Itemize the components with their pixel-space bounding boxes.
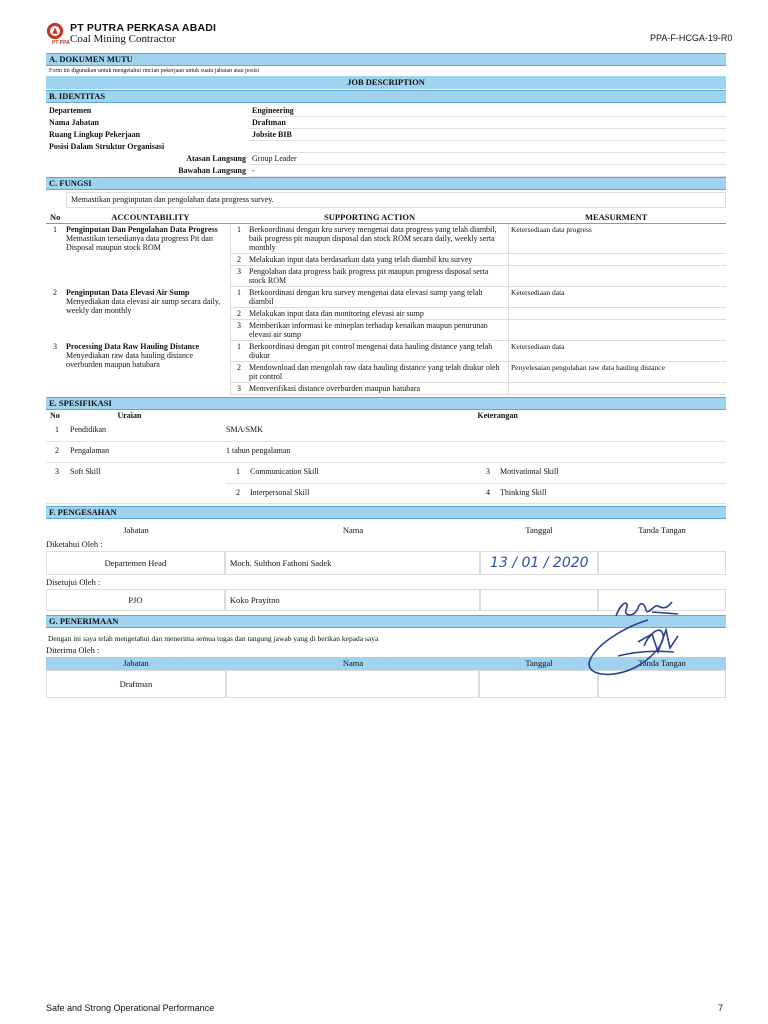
spec-value: 1 tahun pengalaman [226,446,291,455]
document-code: PPA-F-HCGA-19-R0 [650,33,733,43]
action-number: 2 [231,254,248,266]
measurement-text [509,383,727,395]
g-col-ttd: Tanda Tangan [638,658,686,668]
measurement-text [509,308,727,320]
measurement-text [509,320,727,341]
form-note: Form ini digunakan untuk mengetahui rincian pekerjaan untuk suatu jabatan atau posisi [49,68,260,74]
section-g-title: G. PENERIMAAN [46,615,726,628]
col-measurement: MEASURMENT [584,212,648,222]
measurement-text [509,254,727,266]
soft-skill-number: 4 [486,488,490,497]
soft-skill-name: Motivational Skill [500,467,559,476]
spec-value: SMA/SMK [226,425,263,434]
accountability-row [46,287,726,308]
soft-skill-number: 2 [236,488,240,497]
bawahan-label: Bawahan Langsung [178,166,246,175]
company-logo [46,22,64,40]
action-number: 2 [231,362,248,383]
action-text: Memverifikasi distance overburden maupun batubara [247,383,509,395]
page-number: 7 [718,1003,724,1013]
action-number: 1 [231,341,248,362]
action-text: Mendownload dan mengolah raw data hauling distance yang telah diukur oleh pit control [247,362,509,383]
action-text: Berkoordinasi dengan kru survey mengenai data progress yang telah diambil, baik progress pit maupun disposal dan stock ROM secara daily, weekly serta monthly [247,224,509,254]
fungsi-text: Memastikan penginputan dan pengolahan data progress survey. [66,192,726,208]
atasan-label: Atasan Langsung [186,154,246,163]
item-number: 1 [53,225,57,234]
col-accountability: ACCOUNTABILITY [111,212,190,222]
diketahui-nama: Moch. Sulthon Fathoni Sadek [225,551,481,575]
diketahui-jabatan: Departemen Head [46,551,225,575]
company-subtitle: Coal Mining Contractor [70,33,176,45]
diketahui-label: Diketahui Oleh : [46,539,103,549]
g-col-nama: Nama [342,658,364,668]
g-col-jabatan: Jabatan [123,658,149,668]
section-b-title: B. IDENTITAS [46,90,726,103]
soft-skill-number: 3 [486,467,490,476]
action-text: Berkoordinasi dengan pit control mengenai data hauling distance yang telah diukur [247,341,509,362]
spec-row [46,421,726,442]
soft-skill-grid [226,463,726,503]
disetujui-tanggal [480,589,598,611]
accountability-desc: Menyediakan data elevasi air sump secara daily, weekly dan monthly [66,296,221,315]
identitas-label: Ruang Lingkup Pekerjaan [49,130,141,139]
spec-col-keterangan: Keterangan [477,411,518,420]
accountability-cell [64,341,231,395]
item-number: 3 [53,341,57,351]
action-number: 3 [231,266,248,287]
action-text: Memberikan informasi ke mineplan terhadap kenaikan maupun penurunan elevasi air sump [247,320,509,341]
spesifikasi-table [46,421,726,504]
accountability-table [46,224,726,395]
accountability-desc: Memastikan tersedianya data progress Pit dan Disposal maupun stock ROM [66,234,213,252]
accountability-title: Penginputan Dan Pengolahan Data Progress [66,225,218,234]
g-col-tanggal: Tanggal [525,658,553,668]
action-text: Melakukan input data berdasarkan data yang telah diambil kru survey [247,254,509,266]
spec-row [46,442,726,463]
action-text: Melakukan input data dan monitoring elevasi air sump [247,308,509,320]
soft-skill-item [226,463,476,483]
diterima-label: Diterima Oleh : [46,645,100,655]
identitas-label: Departemen [49,106,92,115]
section-f-title: F. PENGESAHAN [46,506,726,519]
identitas-value: Engineering [249,105,726,117]
pjo-signature [578,612,688,684]
soft-skill-name: Interpersonal Skill [250,488,310,497]
soft-skill-name: Communication Skill [250,467,319,476]
identitas-row [46,117,726,129]
identitas-value: Draftman [249,117,726,129]
accountability-cell [64,224,231,287]
accountability-title: Processing Data Raw Hauling Distance [66,341,200,351]
action-number: 2 [231,308,248,320]
action-number: 1 [231,287,248,308]
accountability-title: Penginputan Data Elevasi Air Sump [66,287,190,297]
spec-col-uraian: Uraian [117,411,142,420]
identitas-row [46,141,726,153]
company-name: PT PUTRA PERKASA ABADI [70,22,217,34]
identitas-label: Posisi Dalam Struktur Organisasi [49,142,165,151]
accountability-desc: Menyediakan raw data hauling distance overburden maupun batubara [66,350,194,369]
accountability-row [46,341,726,362]
item-number: 2 [53,287,57,297]
f-col-jabatan: Jabatan [123,525,149,535]
action-number: 3 [231,320,248,341]
spec-number: 1 [55,425,59,434]
spec-number: 3 [55,467,59,476]
soft-skill-name: Thinking Skill [500,488,547,497]
logo-caption: PT PPA [52,40,70,46]
measurement-text: Ketersediaan data [509,341,727,362]
f-col-nama: Nama [342,525,364,535]
job-description-heading: JOB DESCRIPTION [46,76,726,89]
section-c-title: C. FUNGSI [46,177,726,190]
disetujui-nama: Koko Prayitno [225,589,481,611]
disetujui-label: Disetujui Oleh : [46,577,101,587]
col-supporting-action: SUPPORTING ACTION [324,212,416,222]
soft-skill-item [226,483,476,504]
disetujui-jabatan: PJO [46,589,225,611]
soft-skill-item [476,483,726,504]
soft-skill-item [476,463,726,483]
spec-number: 2 [55,446,59,455]
section-e-title: E. SPESIFIKASI [46,397,726,410]
diketahui-ttd-cell [598,551,726,575]
diterima-jabatan: Draftman [46,670,226,698]
spec-col-no: No [50,411,60,420]
accountability-row [46,224,726,254]
f-col-ttd: Tanda Tangan [638,525,686,535]
identitas-table [46,105,726,153]
action-number: 1 [231,224,248,254]
identitas-value [249,141,726,153]
identitas-row [46,129,726,141]
diterima-nama [226,670,479,698]
measurement-text: Ketersediaan data progress [509,224,727,254]
bawahan-value: - [249,165,726,177]
spec-label: Pengalaman [70,446,110,455]
action-text: Berkoordinasi dengan kru survey mengenai data elevasi sump yang telah diambil [247,287,509,308]
measurement-text: Penyelesaian pengolahan raw data hauling distance [509,362,727,383]
identitas-label: Nama Jabatan [49,118,100,127]
penerimaan-statement: Dengan ini saya telah mengetahui dan menerima semua tugas dan tangung jawab yang di berikan kepada saya [48,634,379,643]
spec-label: Soft Skill [70,467,101,476]
identitas-value: Jobsite BIB [249,129,726,141]
accountability-grid [46,224,726,395]
atasan-value: Group Leader [249,153,726,165]
action-text: Pengolahan data progress baik progress pit maupun progress disposal serta stock ROM [247,266,509,287]
spec-label: Pendidikan [70,425,106,434]
soft-skill-number: 1 [236,467,240,476]
spec-row [46,463,726,504]
col-no: No [50,212,61,222]
identitas-row [46,105,726,117]
section-a-title: A. DOKUMEN MUTU [46,53,726,66]
diketahui-tanggal: 13 / 01 / 2020 [480,551,598,575]
measurement-text: Ketersediaan data [509,287,727,308]
accountability-cell [64,287,231,341]
action-number: 3 [231,383,248,395]
footer-tagline: Safe and Strong Operational Performance [46,1003,215,1013]
measurement-text [509,266,727,287]
f-col-tanggal: Tanggal [525,525,553,535]
